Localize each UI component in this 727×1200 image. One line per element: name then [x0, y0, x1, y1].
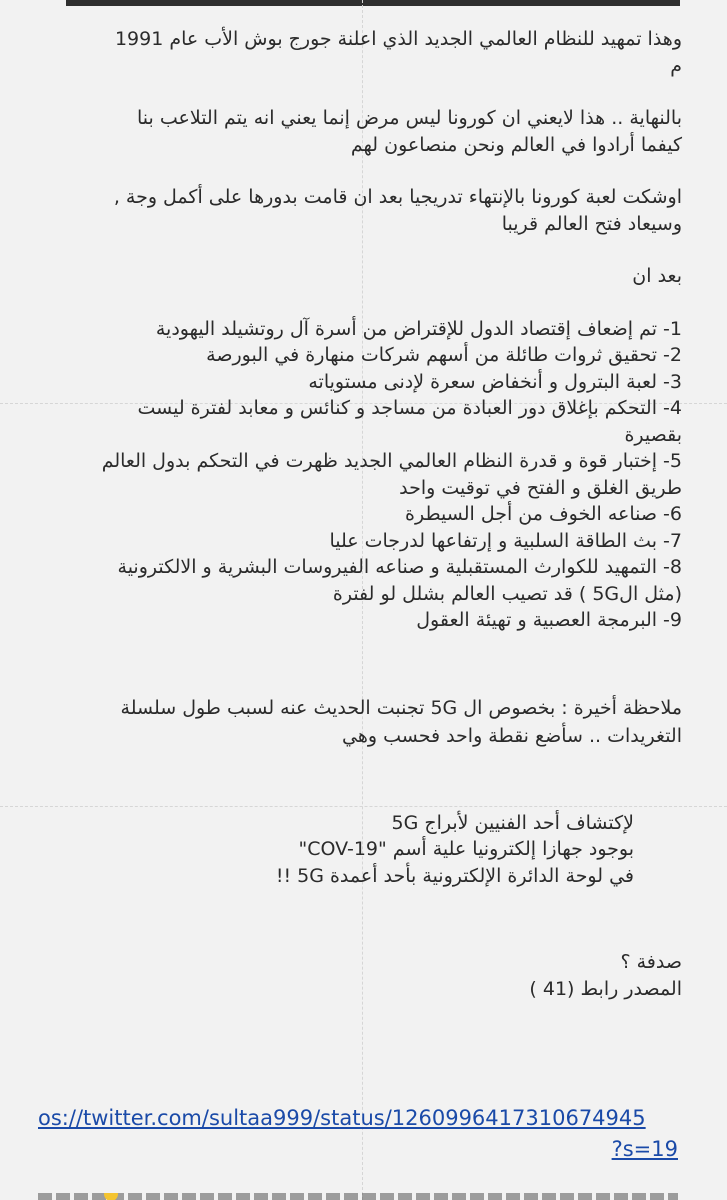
discovery-block: [22, 810, 682, 890]
list-item: 2- تحقيق ثروات طائلة من أسهم شركات منهارة في البورصة: [206, 344, 682, 366]
paragraph-line: اوشكت لعبة كورونا بالإنتهاء تدريجيا بعد ان قامت بدورها على أكمل وجة ,: [113, 186, 682, 208]
list-item: 9- البرمجة العصبية و تهيئة العقول: [416, 609, 682, 631]
intro-line: م: [670, 54, 682, 77]
list-item: 6- صناعه الخوف من أجل السيطرة: [405, 503, 682, 525]
final-note-line: التغريدات .. سأضع نقطة واحد فحسب وهي: [342, 724, 682, 747]
list-item: 5- إختبار قوة و قدرة النظام العالمي الجديد ظهرت في التحكم بدول العالم: [101, 450, 682, 472]
list-item: 7- بث الطاقة السلبية و إرتفاعها لدرجات عليا: [329, 529, 682, 552]
discovery-line: في لوحة الدائرة الإلكترونية بأحد أعمدة 5G !!: [275, 864, 634, 887]
list-item: (مثل ال5G ) قد تصيب العالم بشلل لو لفترة: [332, 582, 682, 605]
list-item: 8- التمهيد للكوارث المستقبلية و صناعه الفيروسات البشرية و الالكترونية: [117, 556, 682, 578]
list-item: 4- التحكم بإغلاق دور العبادة من مساجد و كنائس و معابد لفترة ليست: [137, 397, 682, 419]
paragraph-line: كيفما أرادوا في العالم ونحن منصاعون لهم: [350, 133, 682, 156]
numbered-list: [22, 316, 682, 634]
list-item: بقصيرة: [624, 423, 682, 446]
emoji-icon: [104, 1193, 118, 1200]
intro-line: وهذا تمهيد للنظام العالمي الجديد الذي اعلنة جورج بوش الأب عام 1991: [114, 28, 682, 50]
final-note-line: ملاحظة أخيرة : بخصوص ال 5G تجنبت الحديث عنه لسبب طول سلسلة: [120, 696, 682, 719]
coincidence-text: صدفة ؟: [620, 951, 682, 973]
source-link-line[interactable]: os://twitter.com/sultaa999/status/1260996417310674945: [38, 1106, 646, 1130]
list-item: طريق الغلق و الفتح في توقيت واحد: [399, 476, 682, 499]
document-body: [22, 26, 682, 1002]
discovery-line: لإكتشاف أحد الفنيين لأبراج 5G: [391, 811, 634, 834]
paragraph-line: وسيعاد فتح العالم قريبا: [501, 212, 682, 235]
discovery-line: بوجود جهازا إلكترونيا علية أسم "COV-19": [298, 838, 634, 860]
list-item: 1- تم إضعاف إقتصاد الدول للإقتراض من أسرة آل روتشيلد اليهودية: [155, 317, 682, 340]
after-heading: بعد ان: [632, 265, 682, 287]
cut-off-text-row: [38, 1193, 678, 1200]
list-item: 3- لعبة البترول و أنخفاض سعرة لإدنى مستوياته: [308, 370, 682, 393]
source-link[interactable]: [38, 1103, 678, 1165]
source-label: المصدر رابط (41 ): [529, 977, 682, 1000]
paragraph-line: بالنهاية .. هذا لايعني ان كورونا ليس مرض إنما يعني انه يتم التلاعب بنا: [137, 107, 682, 129]
source-link-line[interactable]: ?s=19: [611, 1137, 678, 1161]
top-edge-bar: [66, 0, 680, 6]
